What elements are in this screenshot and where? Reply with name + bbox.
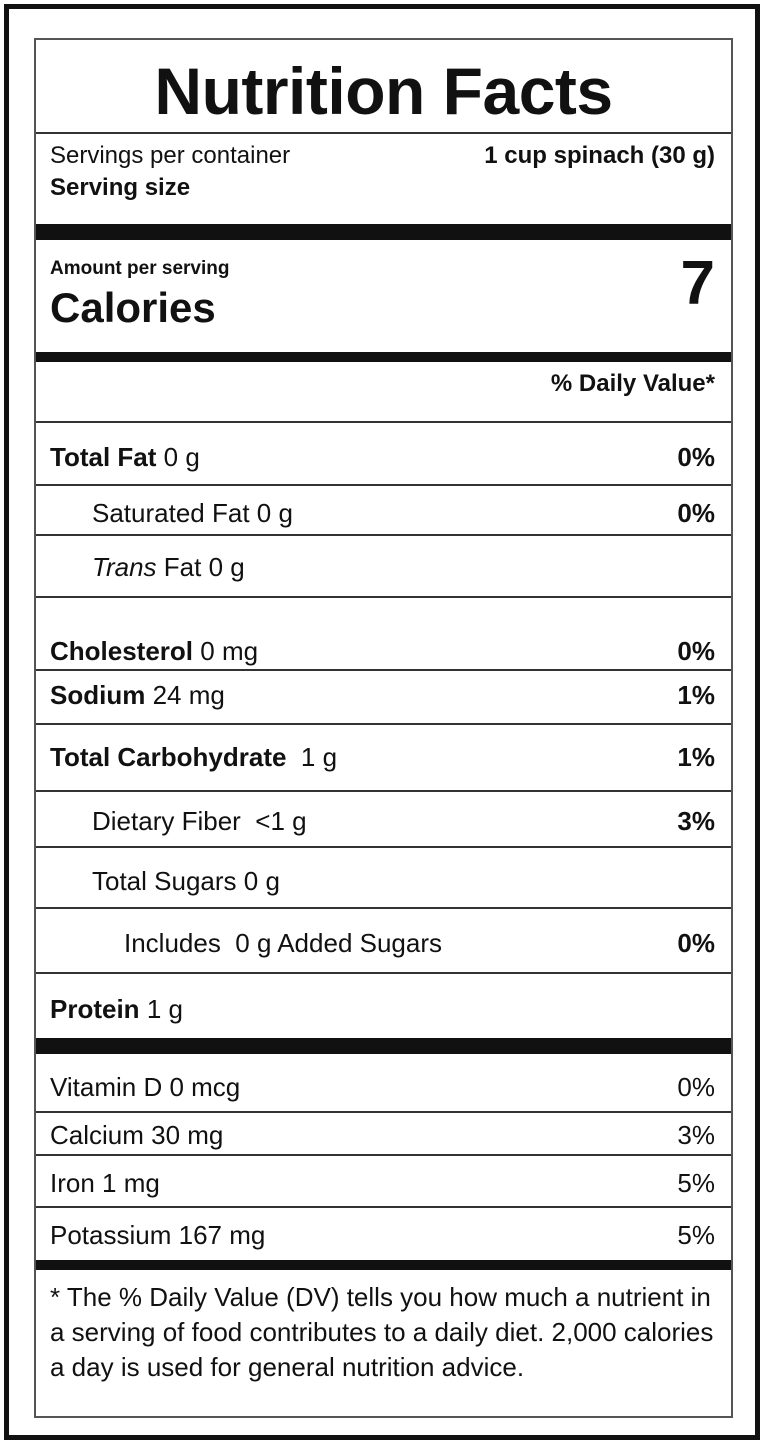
nutrient-dv: 0% [677, 442, 715, 472]
nutrient-amount: 24 mg [152, 680, 225, 710]
nutrient-label: Protein [50, 994, 140, 1024]
medium-divider [36, 352, 731, 362]
vitamin-dv: 5% [677, 1168, 715, 1198]
vitamin-dv: 0% [677, 1072, 715, 1102]
nutrient-dv: 1% [677, 742, 715, 772]
nutrient-amount: <1 g [255, 806, 307, 836]
daily-value-header: % Daily Value* [550, 370, 715, 397]
nutrient-label: Saturated Fat [92, 498, 250, 528]
nutrient-label: Total Sugars [92, 866, 237, 896]
nutrient-amount: 0 g [163, 442, 200, 472]
nutrient-label: Total Carbohydrate [50, 742, 287, 772]
nutrient-amount: 0 mg [200, 636, 259, 666]
nutrient-amount: 1 g [300, 742, 338, 772]
medium-divider [36, 1260, 731, 1270]
divider [36, 846, 731, 848]
divider [36, 132, 731, 134]
divider [36, 534, 731, 536]
thick-divider [36, 1038, 731, 1054]
nutrient-label: Fat [163, 552, 202, 582]
footnote: * The % Daily Value (DV) tells you how much a nutrient in a serving of food contributes to a daily diet. 2,000 calories a day is used for general nutrition advice. [50, 1282, 714, 1382]
calories-value: 7 [680, 249, 715, 318]
divider [36, 790, 731, 792]
amount-per-serving-label: Amount per serving [50, 258, 230, 279]
divider [36, 1154, 731, 1156]
vitamin-label: Potassium 167 mg [50, 1220, 266, 1250]
nutrient-label: Total Fat [50, 442, 157, 472]
vitamin-dv: 5% [677, 1220, 715, 1250]
divider [36, 484, 731, 486]
nutrient-amount: 0 g [208, 552, 245, 582]
nutrient-amount: 0 g [256, 498, 293, 528]
divider [36, 421, 731, 423]
divider [36, 1206, 731, 1208]
label-title: Nutrition Facts [154, 54, 613, 128]
thick-divider [36, 224, 731, 240]
nutrient-dv: 0% [677, 928, 715, 958]
nutrient-label: Sodium [50, 680, 146, 710]
nutrient-dv: 0% [677, 636, 715, 666]
nutrient-dv: 1% [677, 680, 715, 710]
divider [36, 669, 731, 671]
divider [36, 1111, 731, 1113]
divider [36, 972, 731, 974]
nutrient-dv: 0% [677, 498, 715, 528]
vitamin-dv: 3% [677, 1120, 715, 1150]
nutrition-facts-label [34, 38, 733, 1418]
servings-per-container-label: Servings per container [50, 142, 291, 169]
divider [36, 596, 731, 598]
calories-label: Calories [50, 284, 216, 331]
vitamin-label: Iron 1 mg [50, 1168, 160, 1198]
nutrient-label: Cholesterol [50, 636, 194, 666]
servings-block [50, 140, 290, 204]
serving-size-value: 1 cup spinach (30 g) [484, 142, 715, 169]
nutrient-amount: 1 g [146, 994, 183, 1024]
vitamin-label: Vitamin D 0 mcg [50, 1072, 241, 1102]
divider [36, 907, 731, 909]
nutrient-amount: 0 g [243, 866, 280, 896]
nutrient-label: Includes 0 g Added Sugars [124, 928, 443, 958]
divider [36, 723, 731, 725]
nutrient-label-italic: Trans [92, 552, 157, 582]
nutrient-dv: 3% [677, 806, 715, 836]
serving-size-label: Serving size [50, 174, 191, 201]
vitamin-label: Calcium 30 mg [50, 1120, 224, 1150]
nutrient-label: Dietary Fiber [92, 806, 241, 836]
